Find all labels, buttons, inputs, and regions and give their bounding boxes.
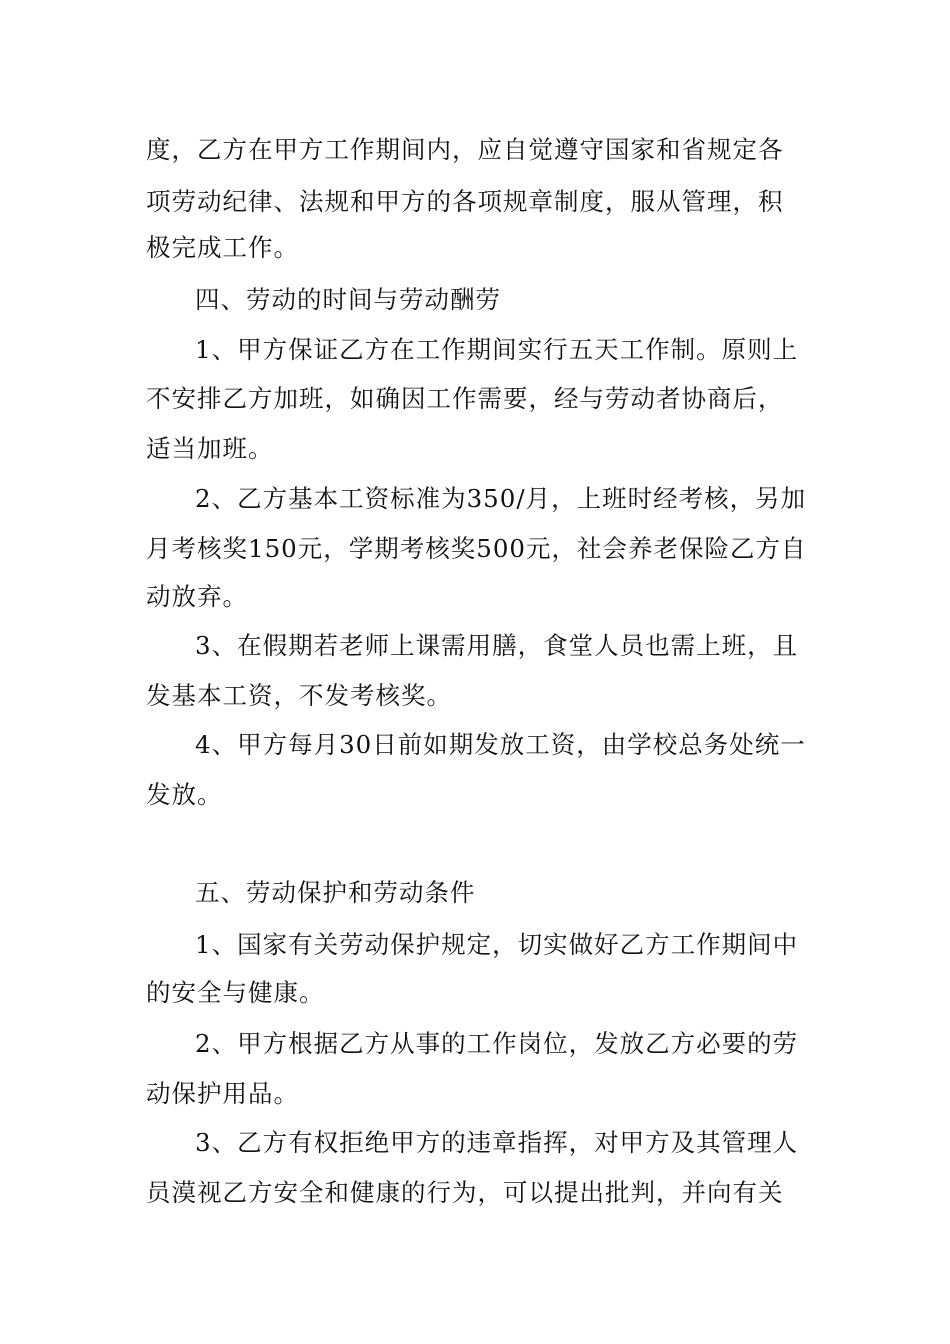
text-line: 2、甲方根据乙方从事的工作岗位，发放乙方必要的劳	[195, 1029, 799, 1058]
text-line: 2、乙方基本工资标准为350/月，上班时经考核，另加	[195, 484, 807, 513]
text-line: 发放。	[146, 780, 223, 809]
text-line: 1、国家有关劳动保护规定，切实做好乙方工作期间中	[195, 930, 799, 959]
text-line: 员漠视乙方安全和健康的行为，可以提出批判，并向有关	[146, 1178, 784, 1207]
text-line: 度，乙方在甲方工作期间内，应自觉遵守国家和省规定各	[146, 135, 784, 164]
section-heading: 五、劳动保护和劳动条件	[195, 878, 476, 907]
text-line: 动保护用品。	[146, 1079, 299, 1108]
text-line: 发基本工资，不发考核奖。	[146, 681, 452, 710]
text-line: 不安排乙方加班，如确因工作需要，经与劳动者协商后，	[146, 384, 784, 413]
text-line: 项劳动纪律、法规和甲方的各项规章制度，服从管理，积	[146, 187, 784, 216]
text-line: 极完成工作。	[146, 233, 299, 262]
text-line: 的安全与健康。	[146, 978, 325, 1007]
text-line: 适当加班。	[146, 434, 274, 463]
text-line: 动放弃。	[146, 582, 248, 611]
text-line: 3、乙方有权拒绝甲方的违章指挥，对甲方及其管理人	[195, 1128, 799, 1157]
text-line: 月考核奖150元，学期考核奖500元，社会养老保险乙方自	[146, 534, 807, 563]
text-line: 4、甲方每月30日前如期发放工资，由学校总务处统一	[195, 730, 806, 759]
section-heading: 四、劳动的时间与劳动酬劳	[195, 285, 501, 314]
text-line: 1、甲方保证乙方在工作期间实行五天工作制。原则上	[195, 335, 799, 364]
text-line: 3、在假期若老师上课需用膳，食堂人员也需上班，且	[195, 631, 799, 660]
